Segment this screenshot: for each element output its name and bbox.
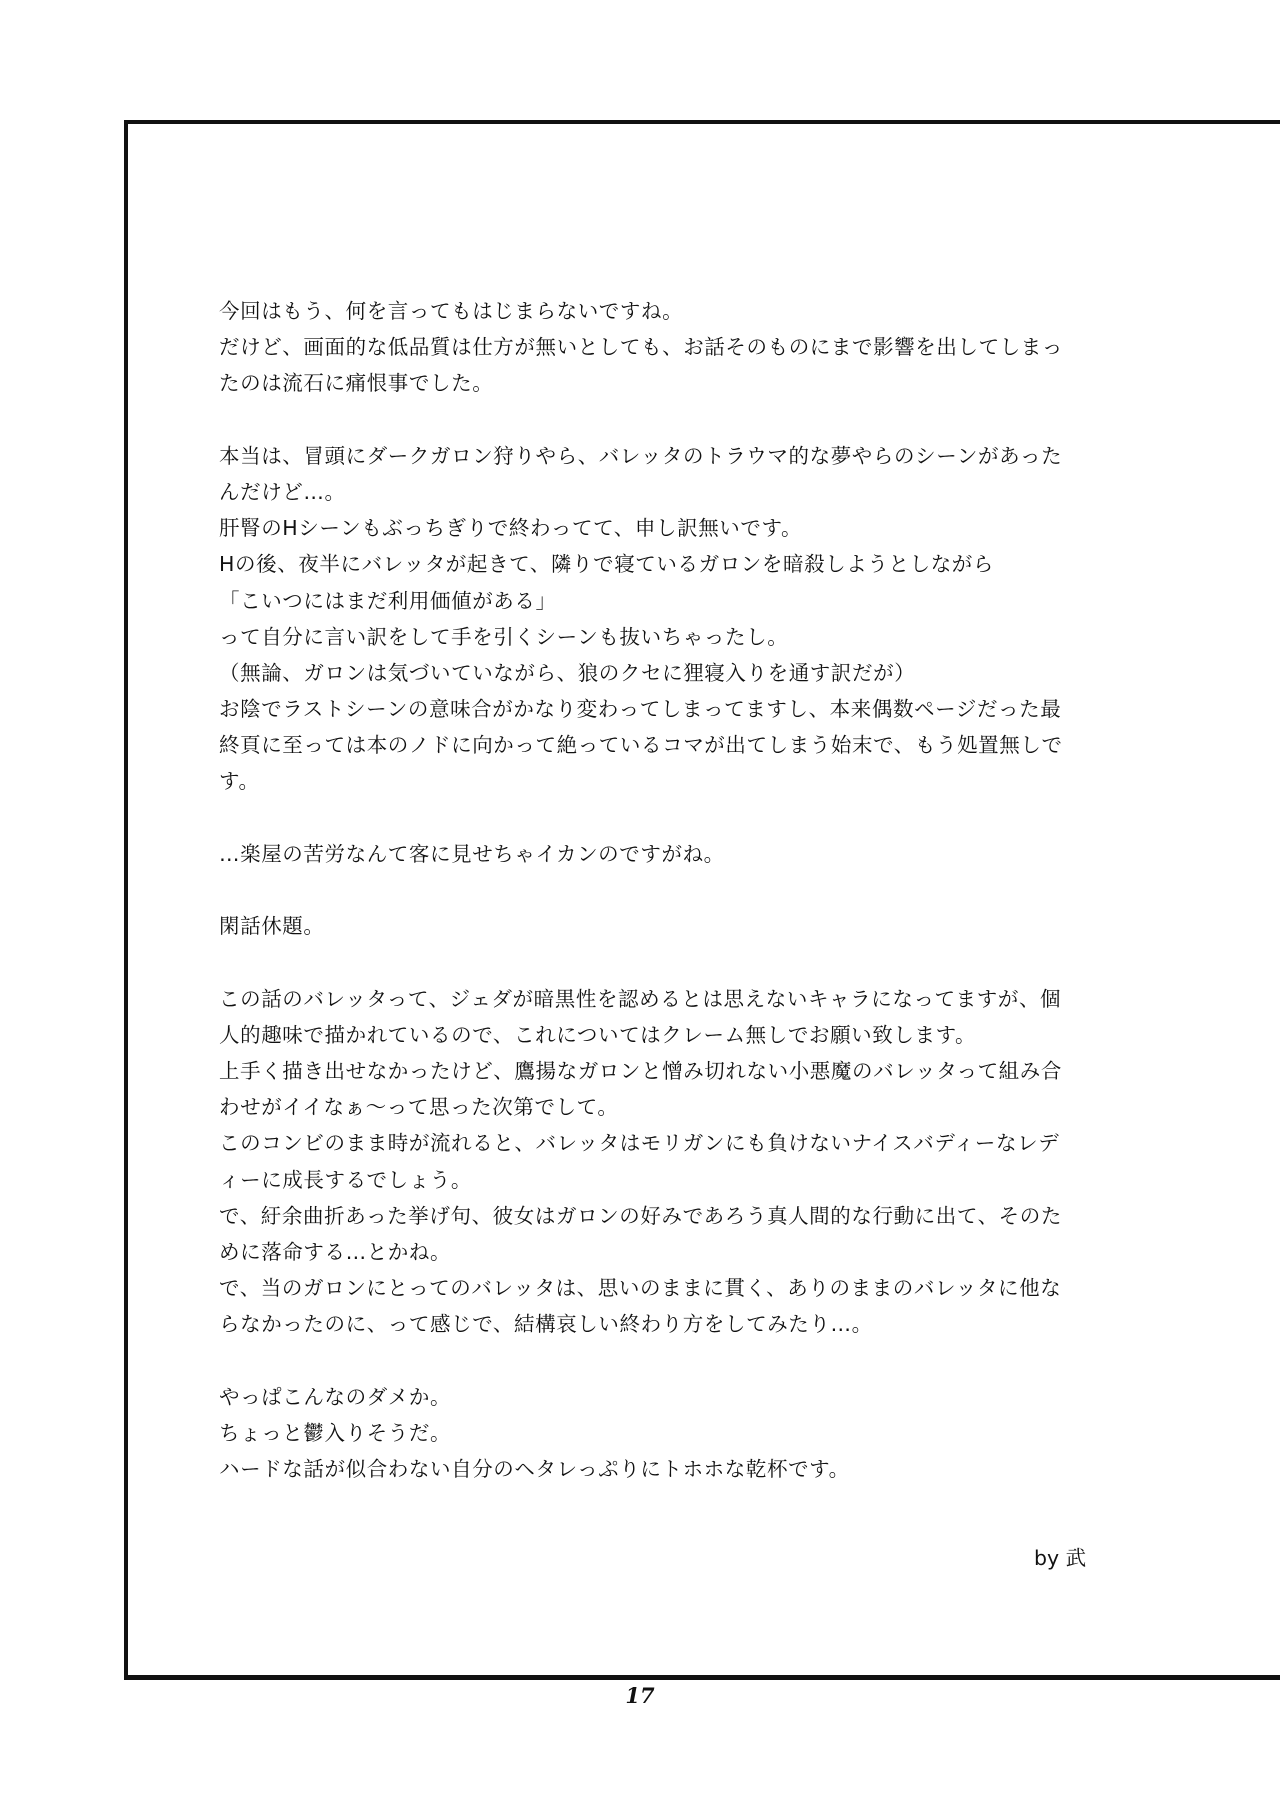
paragraph — [219, 1379, 1104, 1488]
text-line: 「こいつにはまだ利用価値がある」 — [219, 588, 557, 613]
paragraph-gap — [219, 944, 1104, 980]
page-number: 17 — [625, 1683, 655, 1708]
text-line: Hの後、夜半にバレッタが起きて、隣りで寝ているガロンを暗殺しようとしながら — [219, 552, 994, 577]
text-line: （無論、ガロンは気づいていながら、狼のクセに狸寝入りを通す訳だが） — [219, 660, 916, 685]
text-line: ハードな話が似合わない自分のヘタレっぷりにトホホな乾杯です。 — [219, 1457, 850, 1481]
text-line: んだけど…。 — [219, 479, 346, 504]
text-line: 本当は、冒頭にダークガロン狩りやら、バレッタのトラウマ的な夢やらのシーンがあった — [219, 443, 1063, 468]
text-line: …楽屋の苦労なんて客に見せちゃイカンのですがね。 — [219, 841, 725, 866]
text-line: ィーに成長するでしょう。 — [219, 1167, 472, 1192]
paragraph — [219, 908, 1104, 944]
text-line: ちょっと鬱入りそうだ。 — [219, 1420, 452, 1445]
paragraph-gap — [219, 1342, 1104, 1378]
text-line: 閑話休題。 — [219, 914, 325, 939]
paragraph — [219, 293, 1104, 402]
paragraph-gap — [219, 872, 1104, 908]
text-line: だけど、画面的な低品質は仕方が無いとしても、お話そのものにまで影響を出してしまっ — [219, 335, 1063, 360]
text-line: 上手く描き出せなかったけど、鷹揚なガロンと憎み切れない小悪魔のバレッタって組み合 — [219, 1058, 1062, 1083]
paragraph — [219, 836, 1104, 872]
afterword-text — [219, 293, 1104, 1487]
paragraph-gap — [219, 800, 1104, 836]
text-line: 今回はもう、何を言ってもはじまらないですね。 — [219, 299, 684, 323]
text-line: で、紆余曲折あった挙げ句、彼女はガロンの好みであろう真人間的な行動に出て、そのた — [219, 1203, 1062, 1228]
text-line: お陰でラストシーンの意味合がかなり変わってしまってますし、本来偶数ページだった最 — [219, 697, 1062, 722]
text-line: めに落命する…とかね。 — [219, 1239, 452, 1264]
text-line: このコンビのまま時が流れると、バレッタはモリガンにも負けないナイスバディーなレデ — [219, 1131, 1060, 1156]
text-line: 終頁に至っては本のノドに向かって絶っているコマが出てしまう始末で、もう処置無しで — [219, 733, 1063, 758]
paragraph — [219, 981, 1104, 1343]
text-line: で、当のガロンにとってのバレッタは、思いのままに貫く、ありのままのバレッタに他な — [219, 1276, 1062, 1301]
paragraph-gap — [219, 402, 1104, 438]
text-line: す。 — [219, 769, 260, 794]
text-line: わせがイイなぁ～って思った次第でして。 — [219, 1095, 619, 1120]
text-line: やっぱこんなのダメか。 — [219, 1384, 452, 1409]
text-line: この話のバレッタって、ジェダが暗黒性を認めるとは思えないキャラになってますが、個 — [219, 986, 1062, 1011]
text-line: たのは流石に痛恨事でした。 — [219, 371, 494, 396]
text-line: 肝腎のHシーンもぶっちぎりで終わってて、申し訳無いです。 — [219, 516, 803, 541]
text-line: らなかったのに、って感じで、結構哀しい終わり方をしてみたり…。 — [219, 1312, 873, 1337]
author-signature: by 武 — [1034, 1546, 1087, 1570]
text-line: って自分に言い訳をして手を引くシーンも抜いちゃったし。 — [219, 624, 789, 649]
paragraph — [219, 438, 1104, 800]
text-line: 人的趣味で描かれているので、これについてはクレーム無しでお願い致します。 — [219, 1022, 977, 1047]
